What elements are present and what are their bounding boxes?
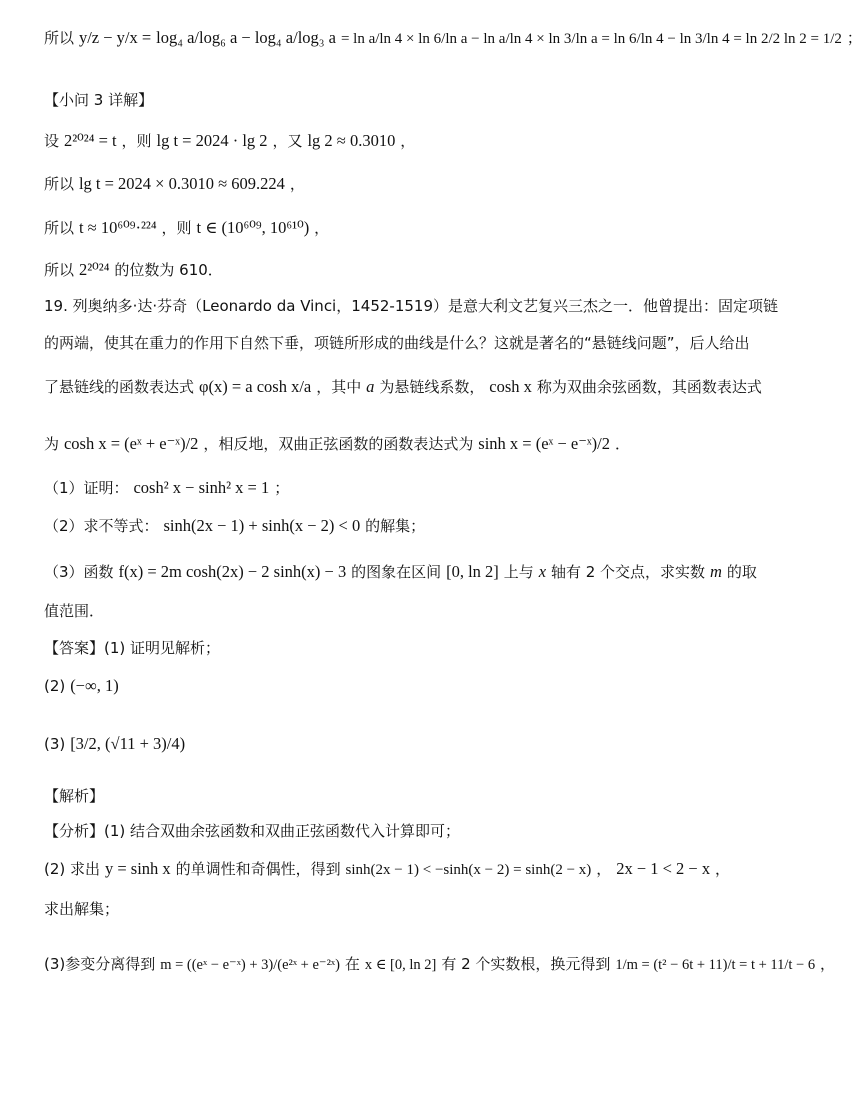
math-expression: cosh x = (eˣ + e⁻ˣ)/2 <box>63 434 199 453</box>
math-variable: m <box>709 562 722 581</box>
text: ，又 <box>272 132 303 150</box>
text: (2) <box>44 677 66 695</box>
problem-19-q3 <box>44 562 770 583</box>
analysis-p2 <box>44 859 770 880</box>
text: 称为双曲余弦函数，其函数表达式 <box>536 378 762 396</box>
text-prefix: 设 <box>44 132 60 150</box>
problem-19-line-2: 的两端，使其在重力的作用下自然下垂，项链所形成的曲线是什么？这就是著名的“悬链线问题”，后人给出 <box>44 334 750 352</box>
text: 轴有 2 个交点，求实数 <box>550 563 706 581</box>
text-suffix: ， <box>314 219 330 237</box>
text-prefix: 所以 <box>44 29 75 47</box>
text-suffix: ； <box>846 29 862 47</box>
text: ， <box>715 860 731 878</box>
text-prefix: 所以 <box>44 175 75 193</box>
text: 了悬链线的函数表达式 <box>44 378 195 396</box>
math-expression: 2²⁰²⁴ = t <box>63 131 117 150</box>
math-expression: φ(x) = a cosh x/a <box>198 377 312 396</box>
math-expression: lg 2 ≈ 0.3010 <box>307 131 396 150</box>
text: ； <box>274 479 290 497</box>
answer-2 <box>44 676 770 697</box>
text: 有 2 个实数根，换元得到 <box>441 955 611 973</box>
text-suffix: ， <box>289 175 305 193</box>
text: (3)参变分离得到 <box>44 955 156 973</box>
text: ，相反地，双曲正弦函数的函数表达式为 <box>203 435 474 453</box>
math-expression: y/z − y/x = <box>78 28 152 47</box>
text-prefix: 所以 <box>44 219 75 237</box>
math-expression: t ≈ 10⁶⁰⁹·²²⁴ <box>78 218 157 237</box>
text-suffix: ， <box>400 132 416 150</box>
text: ，则 <box>121 132 152 150</box>
text: 的取 <box>726 563 757 581</box>
math-expression: 1/m = (t² − 6t + 11)/t = t + 11/t − 6 <box>615 957 816 973</box>
math-expression: [3/2, (√11 + 3)/4) <box>70 734 186 753</box>
text: ． <box>614 435 630 453</box>
math-expression: sinh(2x − 1) < −sinh(x − 2) = sinh(2 − x) <box>345 862 592 878</box>
text: (2) 求出 <box>44 860 101 878</box>
text: ，其中 <box>316 378 362 396</box>
math-variable: x <box>538 562 547 581</box>
math-expression: t ∈ (10⁶⁰⁹, 10⁶¹⁰) <box>196 218 310 237</box>
analysis-heading: 【解析】 <box>44 787 105 805</box>
text-suffix: 的位数为 610． <box>114 261 223 279</box>
math-expression: lg t = 2024 · lg 2 <box>156 131 268 150</box>
problem-19-line-4 <box>44 434 770 455</box>
derivation-line-t-range <box>44 218 770 239</box>
text: ， <box>820 955 836 973</box>
math-expression: cosh x <box>489 377 532 396</box>
text-prefix: 所以 <box>44 261 75 279</box>
text: 的图象在区间 <box>351 563 442 581</box>
math-expression: log₄ a/log₆ a − log₄ a/log₃ a <box>156 28 336 47</box>
text: 上与 <box>503 563 534 581</box>
math-expression: 2²⁰²⁴ <box>78 260 110 279</box>
answer-3 <box>44 734 770 755</box>
answer-1: 【答案】(1) 证明见解析； <box>44 639 221 657</box>
derivation-line-set-t <box>44 131 770 152</box>
text: ，则 <box>161 219 192 237</box>
derivation-line-digits <box>44 260 770 281</box>
text: ， <box>596 860 612 878</box>
text: 为悬链线系数， <box>379 378 485 396</box>
math-variable: a <box>366 377 375 396</box>
text: 为 <box>44 435 60 453</box>
math-expression: (−∞, 1) <box>70 676 119 695</box>
analysis-p2-line-2: 求出解集； <box>44 900 120 918</box>
section-heading-q3: 【小问 3 详解】 <box>44 91 154 109</box>
math-expression: sinh(2x − 1) + sinh(x − 2) < 0 <box>163 516 361 535</box>
problem-19-q1 <box>44 478 770 499</box>
math-expression: = ln a/ln 4 × ln 6/ln a − ln a/ln 4 × ln 3/ln a = ln 6/ln 4 − ln 3/ln 4 = ln 2/2 ln 2 = 1/2 <box>340 31 842 47</box>
math-expression: f(x) = 2m cosh(2x) − 2 sinh(x) − 3 <box>118 562 347 581</box>
analysis-p3 <box>44 955 836 974</box>
math-expression: x ∈ [0, ln 2] <box>364 957 437 973</box>
text: （1）证明： <box>44 479 129 497</box>
math-expression: sinh x = (eˣ − e⁻ˣ)/2 <box>478 434 611 453</box>
text: （2）求不等式： <box>44 517 159 535</box>
problem-19-q3-line-2: 值范围． <box>44 602 105 620</box>
math-expression: cosh² x − sinh² x = 1 <box>133 478 270 497</box>
text: 在 <box>344 955 360 973</box>
math-expression: 2x − 1 < 2 − x <box>616 859 711 878</box>
math-expression: y = sinh x <box>104 859 171 878</box>
text: （3）函数 <box>44 563 114 581</box>
math-expression: [0, ln 2] <box>446 562 499 581</box>
problem-19-q2 <box>44 516 770 537</box>
text: 的单调性和奇偶性，得到 <box>175 860 341 878</box>
problem-19-line-3 <box>44 377 770 398</box>
math-expression: m = ((eˣ − e⁻ˣ) + 3)/(e²ˣ + e⁻²ˣ) <box>160 957 340 973</box>
text: (3) <box>44 735 66 753</box>
derivation-line-y-ratio <box>44 28 862 49</box>
derivation-line-lgt <box>44 174 770 195</box>
math-expression: lg t = 2024 × 0.3010 ≈ 609.224 <box>78 174 285 193</box>
analysis-p1: 【分析】(1) 结合双曲余弦函数和双曲正弦函数代入计算即可； <box>44 822 461 840</box>
problem-19-line-1: 19. 列奥纳多·达·芬奇（Leonardo da Vinci，1452-1519）是意大利文艺复兴三杰之一．他曾提出：固定项链 <box>44 297 778 315</box>
text: 的解集； <box>365 517 426 535</box>
